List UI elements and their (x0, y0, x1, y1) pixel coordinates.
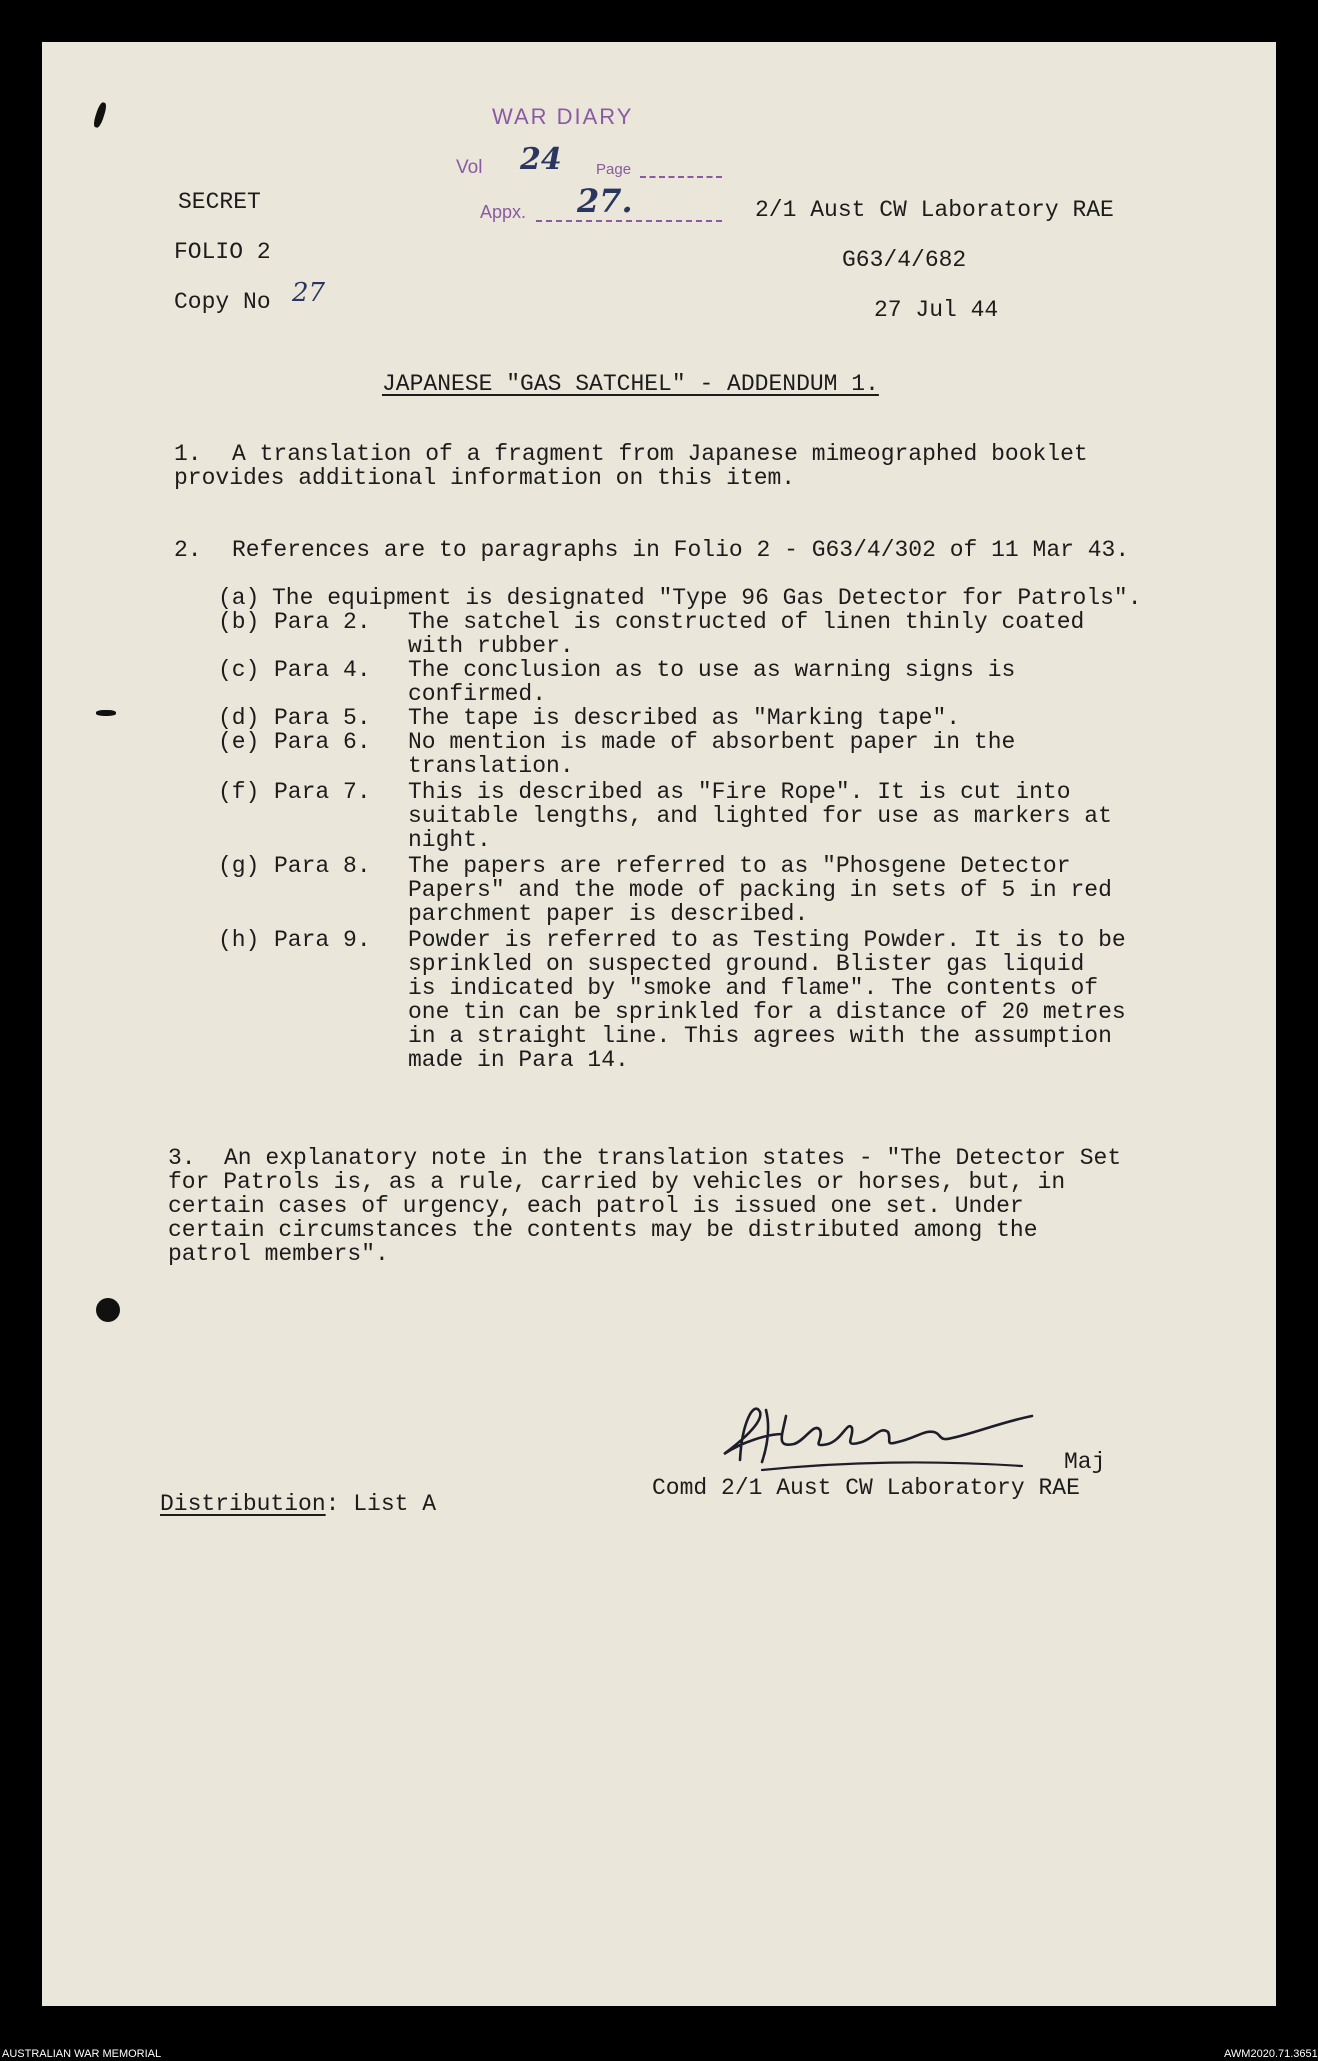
item-c-line: The conclusion as to use as warning signs is (408, 657, 1016, 683)
signature-image (702, 1382, 1082, 1482)
footer-institution: AUSTRALIAN WAR MEMORIAL (2, 2048, 162, 2060)
item-f-line: This is described as "Fire Rope". It is cut into (408, 779, 1071, 805)
item-d-line: The tape is described as "Marking tape". (408, 705, 961, 731)
item-e-label: (e) (218, 729, 260, 755)
item-e-ref: Para 6. (274, 729, 371, 755)
item-a-line: The equipment is designated "Type 96 Gas Detector for Patrols". (272, 585, 1142, 611)
binding-mark (92, 101, 108, 128)
footer-accession: AWM2020.71.3651 (1224, 2048, 1318, 2060)
para3-line: certain cases of urgency, each patrol is issued one set. Under (168, 1193, 1024, 1219)
item-e-line: translation. (408, 753, 574, 779)
item-h-line: in a straight line. This agrees with the assumption (408, 1023, 1112, 1049)
item-g-line: parchment paper is described. (408, 901, 809, 927)
para1-line: A translation of a fragment from Japanese mimeographed booklet (232, 441, 1088, 467)
document-title: JAPANESE "GAS SATCHEL" - ADDENDUM 1. (382, 371, 879, 397)
stamp-vol-value: 24 (520, 142, 562, 177)
document-date: 27 Jul 44 (874, 297, 999, 323)
distribution (160, 1492, 436, 1516)
para3-number: 3. (168, 1145, 196, 1171)
item-f-line: night. (408, 827, 491, 853)
item-h-line: sprinkled on suspected ground. Blister gas liquid (408, 951, 1085, 977)
copy-label: Copy No (174, 289, 271, 315)
para1-number: 1. (174, 441, 202, 467)
item-e-line: No mention is made of absorbent paper in the (408, 729, 1016, 755)
stamp-appx-line (536, 220, 722, 222)
item-b-line: The satchel is constructed of linen thinly coated (408, 609, 1085, 635)
item-g-line: The papers are referred to as "Phosgene Detector (408, 853, 1071, 879)
item-f-line: suitable lengths, and lighted for use as markers at (408, 803, 1112, 829)
stamp-appx-value: 27. (577, 182, 633, 220)
unit-name: 2/1 Aust CW Laboratory RAE (755, 197, 1114, 223)
item-h-line: Powder is referred to as Testing Powder. It is to be (408, 927, 1126, 953)
para2-text: References are to paragraphs in Folio 2 - G63/4/302 of 11 Mar 43. (232, 537, 1130, 563)
item-c-line: confirmed. (408, 681, 547, 707)
classification: SECRET (178, 189, 261, 215)
document-page (42, 42, 1276, 2006)
stamp-vol-label: Vol (456, 157, 483, 178)
item-a-label: (a) (218, 585, 260, 611)
item-h-label: (h) (218, 927, 260, 953)
para3-line: for Patrols is, as a rule, carried by vehicles or horses, but, in (168, 1169, 1066, 1195)
item-d-label: (d) (218, 705, 260, 731)
stamp-title: WAR DIARY (492, 104, 634, 129)
folio: FOLIO 2 (174, 239, 271, 265)
item-f-label: (f) (218, 779, 260, 805)
item-g-line: Papers" and the mode of packing in sets of 5 in red (408, 877, 1112, 903)
copy-number: 27 (292, 278, 326, 308)
item-b-label: (b) (218, 609, 260, 635)
distribution-value: : List A (325, 1491, 437, 1517)
item-c-ref: Para 4. (274, 657, 371, 683)
para3-line: certain circumstances the contents may be distributed among the (168, 1217, 1038, 1243)
item-g-label: (g) (218, 853, 260, 879)
item-h-line: is indicated by "smoke and flame". The contents of (408, 975, 1099, 1001)
item-g-ref: Para 8. (274, 853, 371, 879)
item-c-label: (c) (218, 657, 260, 683)
file-reference: G63/4/682 (842, 247, 967, 273)
item-h-line: made in Para 14. (408, 1047, 629, 1073)
signatory-position: Comd 2/1 Aust CW Laboratory RAE (652, 1475, 1080, 1501)
para2-number: 2. (174, 537, 202, 563)
item-h-line: one tin can be sprinkled for a distance of 20 metres (408, 999, 1126, 1025)
para3-line: An explanatory note in the translation states - "The Detector Set (224, 1145, 1122, 1171)
item-b-line: with rubber. (408, 633, 574, 659)
para1-line: provides additional information on this item. (174, 465, 796, 491)
binding-mark (96, 710, 116, 716)
signatory-rank: Maj (1064, 1449, 1106, 1475)
punch-hole (96, 1298, 120, 1322)
para3-line: patrol members". (168, 1241, 389, 1267)
item-b-ref: Para 2. (274, 609, 371, 635)
item-d-ref: Para 5. (274, 705, 371, 731)
stamp-page-label: Page (596, 161, 632, 178)
stamp-appx-label: Appx. (480, 202, 527, 222)
item-f-ref: Para 7. (274, 779, 371, 805)
item-h-ref: Para 9. (274, 927, 371, 953)
distribution-label: Distribution (160, 1491, 326, 1517)
stamp-page-line (640, 176, 722, 178)
